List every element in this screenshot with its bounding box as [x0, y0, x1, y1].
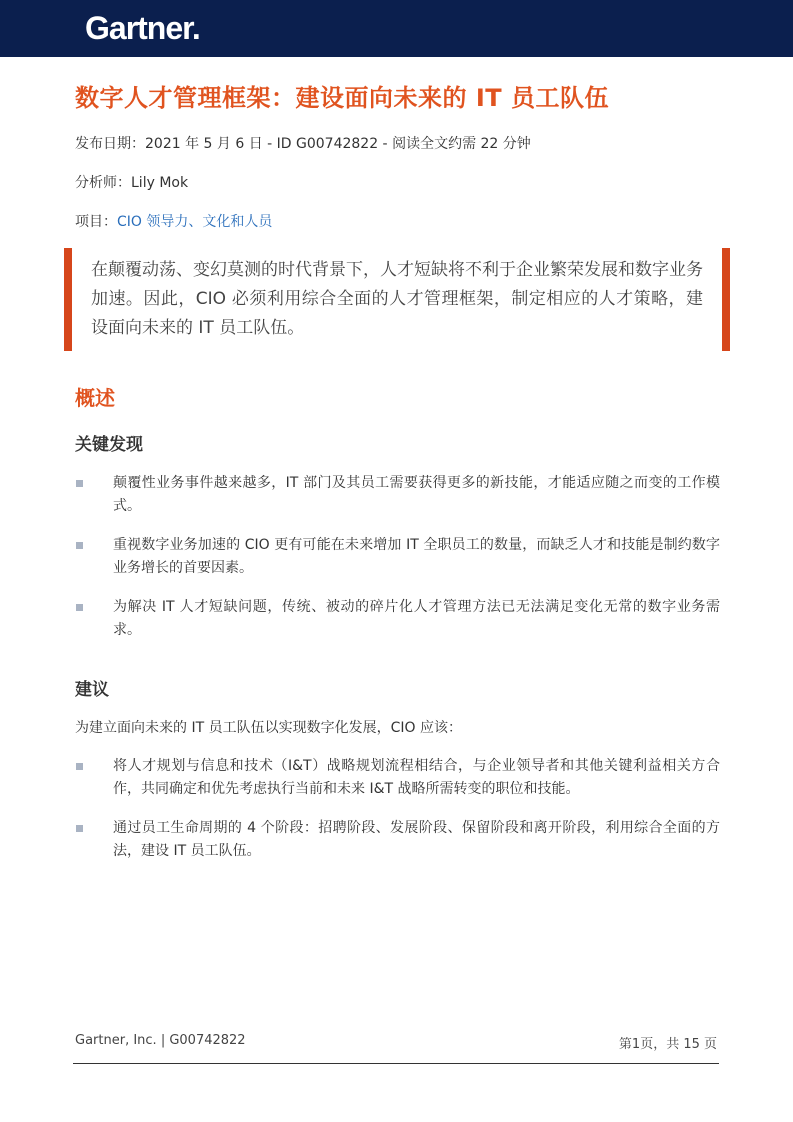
- square-bullet-icon: [76, 825, 83, 832]
- finding-item: [75, 534, 720, 580]
- overview-heading: 概述: [75, 386, 115, 410]
- logo-text: Gartner: [85, 10, 192, 46]
- square-bullet-icon: [76, 604, 83, 611]
- finding-text: 颠覆性业务事件越来越多，IT 部门及其员工需要获得更多的新技能，才能适应随之而变的工作模式。: [113, 475, 720, 514]
- recommendations-intro: 为建立面向未来的 IT 员工队伍以实现数字化发展，CIO 应该：: [75, 720, 462, 736]
- finding-text: 重视数字业务加速的 CIO 更有可能在未来增加 IT 全职员工的数量，而缺乏人才和技能是制约数字业务增长的首要因素。: [113, 537, 720, 576]
- logo-dot: .: [191, 10, 200, 46]
- key-findings-list: [75, 472, 720, 658]
- summary-text: 在颠覆动荡、变幻莫测的时代背景下，人才短缺将不利于企业繁荣发展和数字业务加速。因此，CIO 必须利用综合全面的人才管理框架，制定相应的人才策略，建设面向未来的 IT 员工队伍。: [91, 260, 703, 338]
- page-title: 数字人才管理框架：建设面向未来的 IT 员工队伍: [75, 84, 610, 112]
- recommendations-heading: 建议: [75, 680, 109, 700]
- header-bar: [0, 0, 793, 57]
- summary-callout: [64, 248, 730, 351]
- callout-right-bar: [722, 248, 730, 351]
- finding-item: [75, 596, 720, 642]
- square-bullet-icon: [76, 480, 83, 487]
- project-label: 项目：: [75, 214, 117, 230]
- finding-item: [75, 472, 720, 518]
- analyst-line: 分析师：Lily Mok: [75, 175, 189, 191]
- recommendations-list: [75, 755, 720, 879]
- key-findings-heading: 关键发现: [75, 435, 143, 455]
- square-bullet-icon: [76, 763, 83, 770]
- finding-text: 为解决 IT 人才短缺问题，传统、被动的碎片化人才管理方法已无法满足变化无常的数字业务需求。: [113, 599, 720, 638]
- project-link[interactable]: CIO 领导力、文化和人员: [117, 214, 273, 230]
- publish-date-line: 发布日期：2021 年 5 月 6 日 - ID G00742822 - 阅读全文约需 22 分钟: [75, 136, 531, 152]
- footer-divider: [73, 1063, 719, 1064]
- recommendation-text: 通过员工生命周期的 4 个阶段：招聘阶段、发展阶段、保留阶段和离开阶段，利用综合全面的方法，建设 IT 员工队伍。: [113, 820, 720, 859]
- footer-page-number: 第1页，共 15 页: [618, 1037, 717, 1052]
- recommendation-item: [75, 817, 720, 863]
- square-bullet-icon: [76, 542, 83, 549]
- gartner-logo[interactable]: [85, 10, 200, 47]
- project-line: [75, 211, 272, 231]
- footer-document-id: Gartner, Inc. | G00742822: [75, 1033, 246, 1048]
- callout-left-bar: [64, 248, 72, 351]
- recommendation-text: 将人才规划与信息和技术（I&T）战略规划流程相结合，与企业领导者和其他关键利益相关方合作，共同确定和优先考虑执行当前和未来 I&T 战略所需转变的职位和技能。: [113, 758, 720, 797]
- recommendation-item: [75, 755, 720, 801]
